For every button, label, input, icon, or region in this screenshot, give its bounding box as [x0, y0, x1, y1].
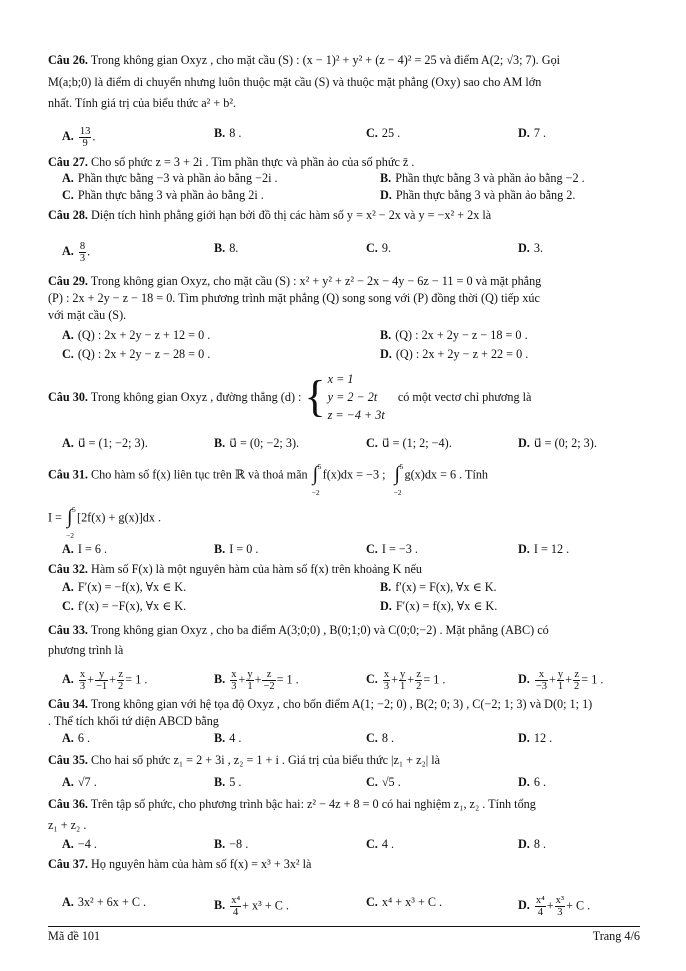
option-c[interactable]: C. 9. — [366, 241, 391, 255]
option-a[interactable]: A. 6 . — [62, 731, 91, 745]
answer-row — [62, 599, 642, 616]
option-d[interactable]: D. I = 12 . — [518, 542, 570, 556]
question-label: Câu 34. — [48, 697, 88, 711]
question-label: Câu 28. — [48, 208, 88, 222]
question-28 — [48, 207, 640, 224]
question-37 — [48, 856, 640, 873]
question-text: Diện tích hình phẳng giới hạn bởi đồ thị các hàm số y = x² − 2x và y = −x² + 2x là — [91, 208, 492, 222]
option-d[interactable]: D. Phần thực bằng 3 và phần ảo bằng 2. — [380, 188, 576, 202]
question-text: Cho hai số phức z₁ = 2 + 3i , z₂ = 1 + i . Giá trị của biểu thức |z₁ + z₂| là — [91, 753, 441, 767]
question-27 — [48, 154, 640, 171]
option-b[interactable]: B. 8 . — [214, 126, 242, 140]
integral-sign: 5 ∫ −2 — [393, 462, 404, 497]
option-a[interactable]: A. $\frac{8}{3}$ . — [62, 241, 91, 264]
question-text: (P) : 2x + 2y − z − 18 = 0. Tìm phương trình mặt phẳng (Q) song song với (P) đồng thời (Q) tiếp xúc — [48, 291, 540, 305]
question-text: g(x)dx = 6 . Tính — [404, 467, 489, 482]
page-number: Trang 4/6 — [592, 929, 640, 943]
option-b[interactable]: B. f′(x) = F(x), ∀x ∈ K. — [380, 580, 497, 594]
answer-row — [62, 171, 642, 188]
question-29 — [48, 273, 640, 324]
answer-row — [62, 436, 642, 453]
integral-sign: 5 ∫ −2 — [66, 505, 76, 540]
answer-row — [62, 895, 642, 918]
option-d[interactable]: D. (Q) : 2x + 2y − z + 22 = 0 . — [380, 347, 529, 361]
option-a[interactable]: A. $\frac{x}{3}$ + $\frac{y}{-1}$ + $\frac{z}{2}$ = 1 . — [62, 669, 148, 692]
question-text: với mặt cầu (S). — [48, 308, 127, 322]
fraction: $\frac{13}{9}$ — [79, 126, 91, 149]
option-d[interactable]: D. 12 . — [518, 731, 553, 745]
option-d[interactable]: D. $\frac{x}{-3}$ + $\frac{y}{1}$ + $\frac{z}{2}$ = 1 . — [518, 669, 604, 692]
question-36 — [48, 796, 640, 834]
option-a[interactable]: A. √7 . — [62, 775, 97, 789]
option-a[interactable]: A. $\frac{13}{9}$ . — [62, 126, 96, 149]
option-a[interactable]: A. (Q) : 2x + 2y − z + 12 = 0 . — [62, 328, 211, 342]
option-a[interactable]: A. 3x² + 6x + C . — [62, 895, 147, 909]
question-label: Câu 26. — [48, 53, 88, 67]
question-text: Cho hàm số f(x) liên tục trên ℝ và thoả mãn — [91, 467, 308, 482]
question-label: Câu 35. — [48, 753, 88, 767]
question-label: Câu 31. — [48, 467, 88, 482]
option-a[interactable]: A. I = 6 . — [62, 542, 108, 556]
option-c[interactable]: C. 8 . — [366, 731, 395, 745]
question-label: Câu 27. — [48, 155, 88, 169]
option-b[interactable]: B. Phần thực bằng 3 và phần ảo bằng −2 . — [380, 171, 585, 185]
question-text: Trong không gian Oxyz , đường thẳng (d) : — [90, 389, 302, 404]
question-31 — [48, 460, 640, 497]
question-text: nhất. Tính giá trị của biểu thức a² + b². — [48, 96, 237, 110]
answer-row — [62, 347, 642, 364]
answer-row — [62, 775, 642, 792]
answer-row — [62, 126, 642, 149]
question-32 — [48, 561, 640, 578]
option-b[interactable]: B. $\frac{\text{x⁴}}{4}$ + x³ + C . — [214, 895, 289, 918]
question-34 — [48, 696, 640, 730]
question-text: phương trình là — [48, 643, 124, 657]
option-b[interactable]: B. 5 . — [214, 775, 242, 789]
question-label: Câu 30. — [48, 389, 88, 404]
question-text: Trong không gian Oxyz, cho mặt cầu (S) : x² + y² + z² − 2x − 4y − 6z − 11 = 0 và mặt phẳng — [90, 274, 542, 288]
option-d[interactable]: D. $\frac{\text{x⁴}}{4}$ + $\frac{\text{x³}}{3}$ + C . — [518, 895, 591, 918]
question-text: Trên tập số phức, cho phương trình bậc hai: z² − 4z + 8 = 0 có hai nghiệm z₁, z₂ . Tính tổng — [90, 797, 536, 811]
option-d[interactable]: D. 3. — [518, 241, 543, 255]
question-text: Trong không gian Oxyz , cho ba điểm A(3;0;0) , B(0;1;0) và C(0;0;−2) . Mặt phẳng (ABC) có — [90, 623, 549, 637]
question-label: Câu 36. — [48, 797, 88, 811]
option-c[interactable]: C. 25 . — [366, 126, 401, 140]
option-c[interactable]: C. f′(x) = −F(x), ∀x ∈ K. — [62, 599, 187, 613]
line-system: x = 1 y = 2 − 2t z = −4 + 3t — [327, 372, 385, 422]
question-35 — [48, 752, 640, 769]
question-text: Họ nguyên hàm của hàm số f(x) = x³ + 3x² là — [91, 857, 312, 871]
option-d[interactable]: D. u⃗ = (0; 2; 3). — [518, 436, 597, 450]
question-text: Cho số phức z = 3 + 2i . Tìm phần thực và phần ảo của số phức z̄ . — [91, 155, 415, 169]
option-d[interactable]: D. 7 . — [518, 126, 547, 140]
answer-row — [62, 580, 642, 597]
option-c[interactable]: C. √5 . — [366, 775, 401, 789]
question-label: Câu 33. — [48, 623, 88, 637]
question-text: . Thể tích khối tứ diện ABCD bằng — [48, 714, 219, 728]
answer-row — [62, 731, 642, 748]
option-d[interactable]: D. 8 . — [518, 837, 547, 851]
question-text: có một vectơ chỉ phương là — [397, 389, 532, 404]
option-c[interactable]: C. x⁴ + x³ + C . — [366, 895, 443, 909]
answer-row — [62, 188, 642, 205]
fraction: $\frac{8}{3}$ — [79, 241, 86, 264]
option-c[interactable]: C. I = −3 . — [366, 542, 418, 556]
option-b[interactable]: B. −8 . — [214, 837, 249, 851]
option-b[interactable]: B. $\frac{x}{3}$ + $\frac{y}{1}$ + $\frac{z}{-2}$ = 1 . — [214, 669, 299, 692]
option-d[interactable]: D. F′(x) = f(x), ∀x ∈ K. — [380, 599, 498, 613]
option-c[interactable]: C. (Q) : 2x + 2y − z − 28 = 0 . — [62, 347, 211, 361]
option-a[interactable]: A. F′(x) = −f(x), ∀x ∈ K. — [62, 580, 187, 594]
question-label: Câu 32. — [48, 562, 88, 576]
question-text: Trong không gian với hệ tọa độ Oxyz , cho bốn điểm A(1; −2; 0) , B(2; 0; 3) , C(−2; 1; 3) và D(0; 1; 1) — [90, 697, 593, 711]
option-b[interactable]: B. 8. — [214, 241, 239, 255]
integral-sign: 5 ∫ −2 — [311, 462, 322, 497]
question-text: Trong không gian Oxyz , cho mặt cầu (S) : (x − 1)² + y² + (z − 4)² = 25 và điểm A(2; √3; 7). Gọi — [90, 53, 561, 67]
answer-row — [62, 837, 642, 854]
option-b[interactable]: B. I = 0 . — [214, 542, 259, 556]
option-c[interactable]: C. 4 . — [366, 837, 395, 851]
brace: { — [304, 372, 326, 421]
option-a[interactable]: A. u⃗ = (1; −2; 3). — [62, 436, 148, 450]
option-c[interactable]: C. u⃗ = (1; 2; −4). — [366, 436, 452, 450]
option-c[interactable]: C. Phần thực bằng 3 và phần ảo bằng 2i . — [62, 188, 264, 202]
question-31-expression: I = 5 ∫ −2 [2f(x) + g(x)]dx . — [48, 505, 162, 540]
exam-code: Mã đề 101 — [48, 929, 101, 943]
answer-row — [62, 328, 642, 345]
question-text: f(x)dx = −3 ; — [322, 467, 386, 482]
page-footer — [48, 926, 640, 943]
option-b[interactable]: B. u⃗ = (0; −2; 3). — [214, 436, 300, 450]
question-26 — [48, 52, 640, 112]
question-text: Hàm số F(x) là một nguyên hàm của hàm số f(x) trên khoảng K nếu — [91, 562, 423, 576]
question-label: Câu 37. — [48, 857, 88, 871]
answer-row — [62, 241, 642, 264]
option-b[interactable]: B. 4 . — [214, 731, 242, 745]
option-a[interactable]: A. Phần thực bằng −3 và phần ảo bằng −2i . — [62, 171, 278, 185]
option-d[interactable]: D. 6 . — [518, 775, 547, 789]
question-text: z₁ + z₂ . — [48, 818, 87, 832]
question-30 — [48, 370, 640, 424]
option-a[interactable]: A. −4 . — [62, 837, 97, 851]
option-c[interactable]: C. $\frac{x}{3}$ + $\frac{y}{1}$ + $\frac{z}{2}$ = 1 . — [366, 669, 446, 692]
question-label: Câu 29. — [48, 274, 88, 288]
question-33 — [48, 622, 640, 659]
question-text: M(a;b;0) là điểm di chuyển nhưng luôn thuộc mặt cầu (S) và thuộc mặt phẳng (Oxy) sao cho AM lớn — [48, 75, 542, 89]
option-b[interactable]: B. (Q) : 2x + 2y − z − 18 = 0 . — [380, 328, 528, 342]
answer-row — [62, 669, 642, 692]
answer-row — [62, 542, 642, 559]
